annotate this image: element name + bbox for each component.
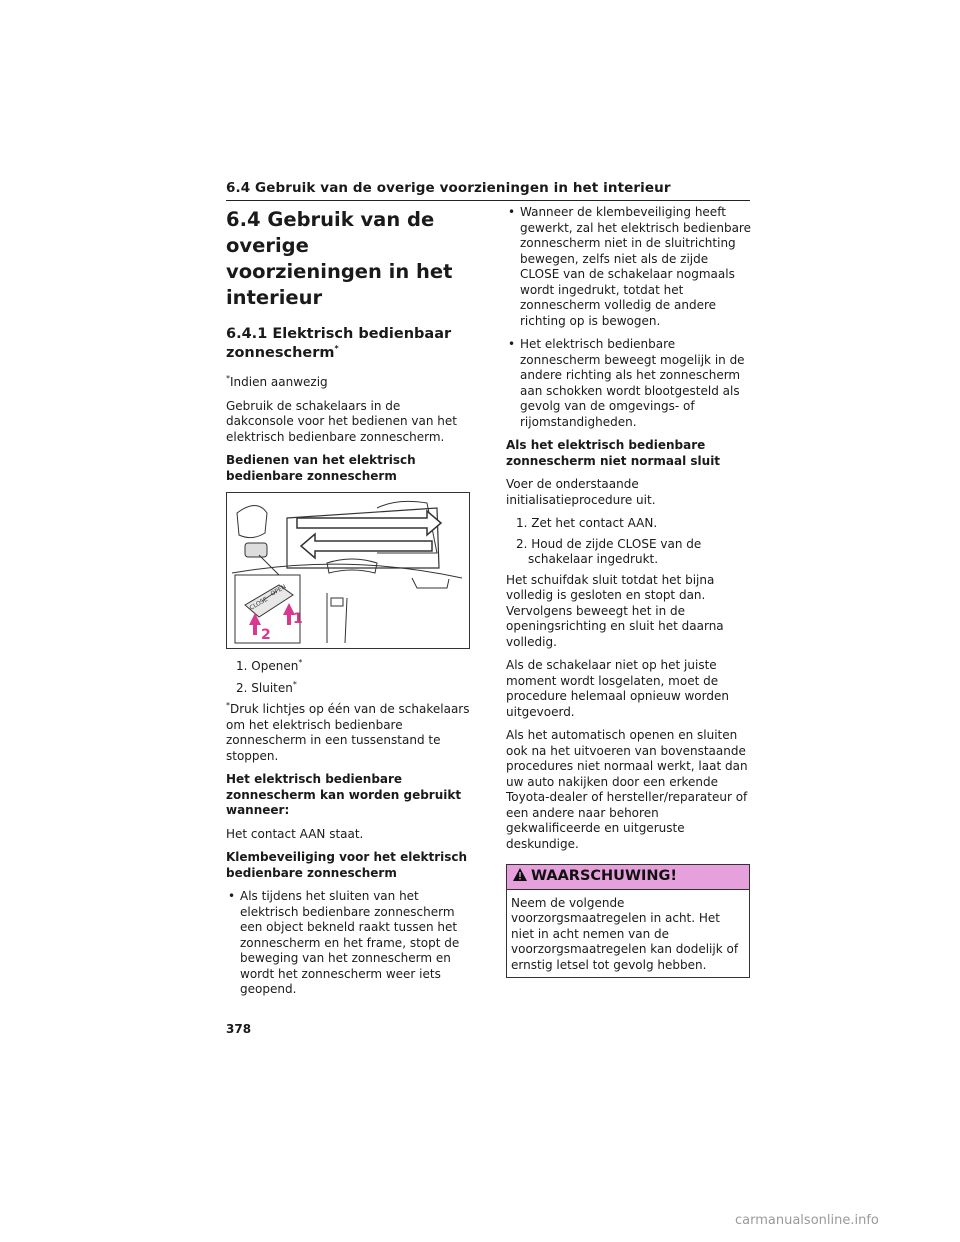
subheading-not-closing: Als het elektrisch bedienbare zonnescherm niet normaal sluit [506, 438, 721, 468]
left-column [226, 205, 471, 1006]
subheading-usable: Het elektrisch bedienbare zonnescherm kan worden gebruikt wanneer: [226, 772, 462, 817]
result-paragraph: Het schuifdak sluit totdat het bijna volledig is gesloten en stopt dan. Vervolgens beweegt het in de openingsrichting en sluit het daarna volledig. [506, 572, 724, 649]
bullet-pinch-worked: • Wanneer de klembeveiliging heeft gewerkt, zal het elektrisch bedienbare zonnescherm niet in de sluitrichting bewegen, zelfs niet als de zijde CLOSE van de schakelaar nogmaals wordt ingedrukt, totdat het zonnescherm volledig de andere richting op is bewogen. [506, 205, 751, 329]
sunshade-figure [226, 492, 470, 649]
warning-box [506, 864, 750, 978]
caption-open: 1. Openen* [236, 658, 303, 673]
warning-title: WAARSCHUWING! [531, 868, 677, 884]
dealer-paragraph: Als het automatisch openen en sluiten ook na het uitvoeren van bovenstaande procedures niet normaal werkt, laat dan uw auto nakijken door een erkende Toyota-dealer of hersteller/reparateur of een andere naar behoren gekwalificeerde en uitgeruste deskundige. [506, 728, 748, 851]
switch-close-label: CLOSE [248, 595, 270, 612]
warning-header [507, 865, 749, 890]
subheading-operate: Bedienen van het elektrisch bedienbare zonnescherm [226, 453, 416, 483]
warning-icon [513, 868, 527, 886]
step-1: 1. Zet het contact AAN. [516, 516, 658, 530]
footer-watermark: carmanualsonline.info [735, 1213, 879, 1228]
marker-2: 2 [261, 627, 271, 643]
section-title: 6.4 Gebruik van de overige voorzieningen in het interieur [226, 208, 453, 309]
right-column [506, 205, 751, 978]
contact-paragraph: Het contact AAN staat. [226, 826, 364, 841]
release-paragraph: Als de schakelaar niet op het juiste moment wordt losgelaten, moet de procedure helemaal opnieuw worden uitgevoerd. [506, 658, 729, 719]
step-2: 2. Houd de zijde CLOSE van de schakelaar ingedrukt. [516, 536, 702, 566]
warning-text: Neem de volgende voorzorgsmaatregelen in acht. Het niet in acht nemen van de voorzorgsmaatregelen kan dodelijk of ernstig letsel tot gevolg hebben. [511, 895, 739, 972]
bullet-shock: • Het elektrisch bedienbare zonnescherm beweegt mogelijk in de andere richting als het zonnescherm aan schokken wordt blootgesteld als gevolg van de omgevings- of rijomstandigheden. [506, 337, 751, 430]
switch-open-label: OPEN [269, 583, 288, 598]
init-paragraph: Voer de onderstaande initialisatieprocedure uit. [506, 477, 656, 507]
caption-close: 2. Sluiten* [236, 679, 297, 695]
running-header: 6.4 Gebruik van de overige voorzieningen in het interieur [226, 180, 750, 201]
subsection-title: 6.4.1 Elektrisch bedienbaar zonnescherm* [226, 326, 452, 361]
page-number: 378 [226, 1022, 252, 1036]
footnote: *Druk lichtjes op één van de schakelaars om het elektrisch bedienbare zonnescherm in een tussenstand te stoppen. [226, 701, 470, 763]
intro-paragraph: Gebruik de schakelaars in de dakconsole voor het bedienen van het elektrisch bedienbare zonnescherm. [226, 398, 457, 444]
availability-note: *Indien aanwezig [226, 374, 328, 389]
bullet-pinch: • Als tijdens het sluiten van het elektrisch bedienbare zonnescherm een object bekneld raakt tussen het zonnescherm en het frame, stopt de beweging van het zonnescherm en wordt het zonnescherm weer iets geopend. [226, 889, 471, 998]
subheading-pinch: Klembeveiliging voor het elektrisch bedienbare zonnescherm [226, 850, 468, 880]
marker-1: 1 [293, 611, 303, 627]
